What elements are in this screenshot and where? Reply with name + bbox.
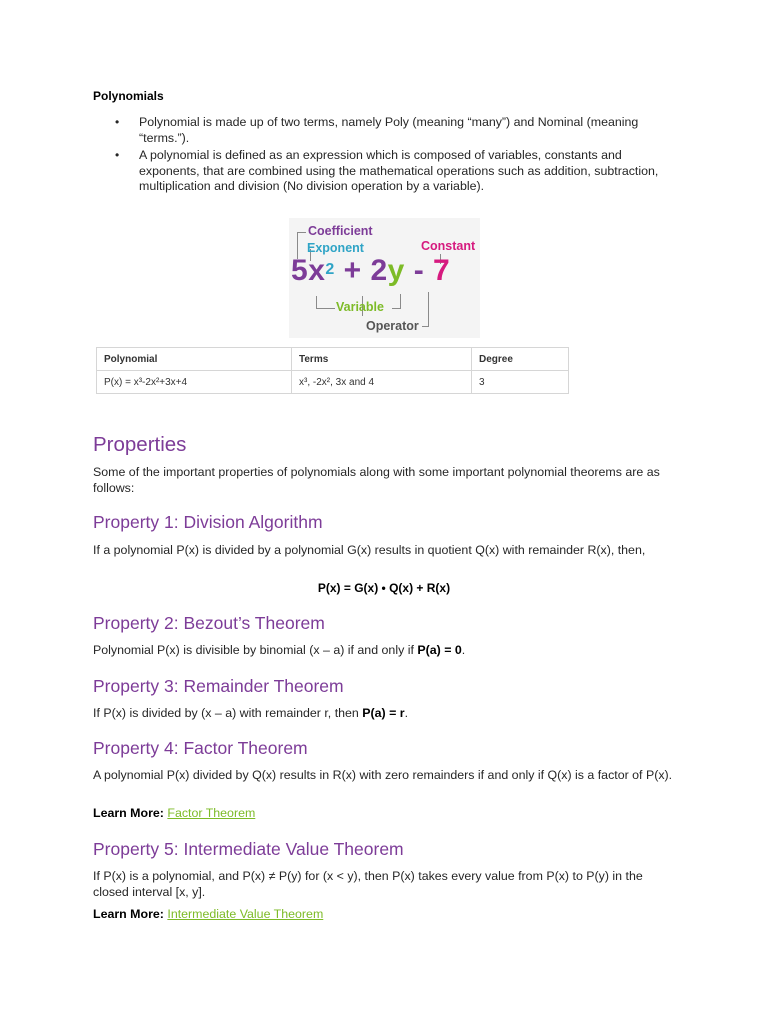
page-heading: Polynomials	[93, 89, 164, 103]
intermediate-value-theorem-link[interactable]: Intermediate Value Theorem	[167, 907, 324, 921]
property-2-end: .	[461, 643, 466, 657]
property-1-title: Property 1: Division Algorithm	[93, 512, 323, 532]
exponent-label: Exponent	[307, 241, 364, 255]
property-5-learn-more	[93, 907, 323, 921]
variable-bracket	[316, 296, 335, 309]
expr-variable-y: y	[387, 254, 405, 287]
property-3-body: If P(x) is divided by (x – a) with remainder r, then	[93, 706, 363, 720]
division-formula: P(x) = G(x) • Q(x) + R(x)	[317, 581, 451, 595]
property-3-bold: P(a) = r	[362, 706, 405, 720]
property-1-text: If a polynomial P(x) is divided by a polynomial G(x) results in quotient Q(x) with remainder R(x), then,	[93, 543, 646, 557]
expr-plus: +	[334, 254, 371, 287]
operator-label: Operator	[366, 319, 419, 333]
property-2-text	[93, 643, 678, 659]
factor-theorem-link[interactable]: Factor Theorem	[167, 806, 256, 820]
polynomial-diagram	[289, 218, 480, 338]
expr-exponent: 2	[325, 261, 335, 278]
property-4-text: A polynomial P(x) divided by Q(x) results in R(x) with zero remainders if and only if Q(x) is a factor of P(x).	[93, 768, 673, 782]
expr-coefficient-2: 2	[370, 254, 388, 287]
intro-bullet: • Polynomial is made up of two terms, namely Poly (meaning “many”) and Nominal (meaning “terms.”).	[139, 115, 684, 146]
cell-terms: x³, -2x², 3x and 4	[292, 371, 472, 394]
cell-polynomial: P(x) = x³-2x²+3x+4	[97, 371, 292, 394]
expr-coefficient: 5	[291, 254, 309, 287]
header-degree: Degree	[472, 348, 569, 371]
constant-label: Constant	[421, 239, 476, 253]
header-terms: Terms	[292, 348, 472, 371]
coefficient-label: Coefficient	[308, 224, 373, 238]
property-3-end: .	[404, 706, 409, 720]
section-title-properties: Properties	[93, 433, 187, 456]
expr-constant: 7	[433, 254, 451, 287]
header-polynomial: Polynomial	[97, 348, 292, 371]
learn-more-label: Learn More:	[93, 907, 164, 921]
property-2-bold: P(a) = 0	[417, 643, 462, 657]
operator-bracket-right	[422, 292, 429, 327]
table-row	[97, 371, 569, 394]
polynomial-table	[96, 347, 569, 394]
expr-minus: -	[404, 254, 434, 287]
properties-intro: Some of the important properties of polynomials along with some important polynomial theorems are as follows:	[93, 465, 660, 495]
table-header-row	[97, 348, 569, 371]
property-4-learn-more	[93, 806, 255, 820]
property-2-title: Property 2: Bezout’s Theorem	[93, 613, 325, 633]
variable-bracket-right	[392, 294, 401, 309]
polynomial-expression	[291, 254, 450, 288]
property-2-body: Polynomial P(x) is divisible by binomial (x – a) if and only if	[93, 643, 418, 657]
intro-list	[139, 115, 684, 197]
expr-variable-x: x	[308, 254, 326, 287]
property-3-text	[93, 706, 678, 722]
property-5-title: Property 5: Intermediate Value Theorem	[93, 839, 404, 859]
variable-label: Variable	[336, 300, 384, 314]
property-3-title: Property 3: Remainder Theorem	[93, 676, 344, 696]
cell-degree: 3	[472, 371, 569, 394]
learn-more-label: Learn More:	[93, 806, 164, 820]
property-4-title: Property 4: Factor Theorem	[93, 738, 308, 758]
property-5-text: If P(x) is a polynomial, and P(x) ≠ P(y) for (x < y), then P(x) takes every value from P(x) to P(y) in the closed interval [x, y].	[93, 869, 643, 899]
intro-bullet: • A polynomial is defined as an expression which is composed of variables, constants and exponents, that are combined using the mathematical operations such as addition, subtraction, multiplication and division (No division operation by a variable).	[139, 148, 684, 195]
